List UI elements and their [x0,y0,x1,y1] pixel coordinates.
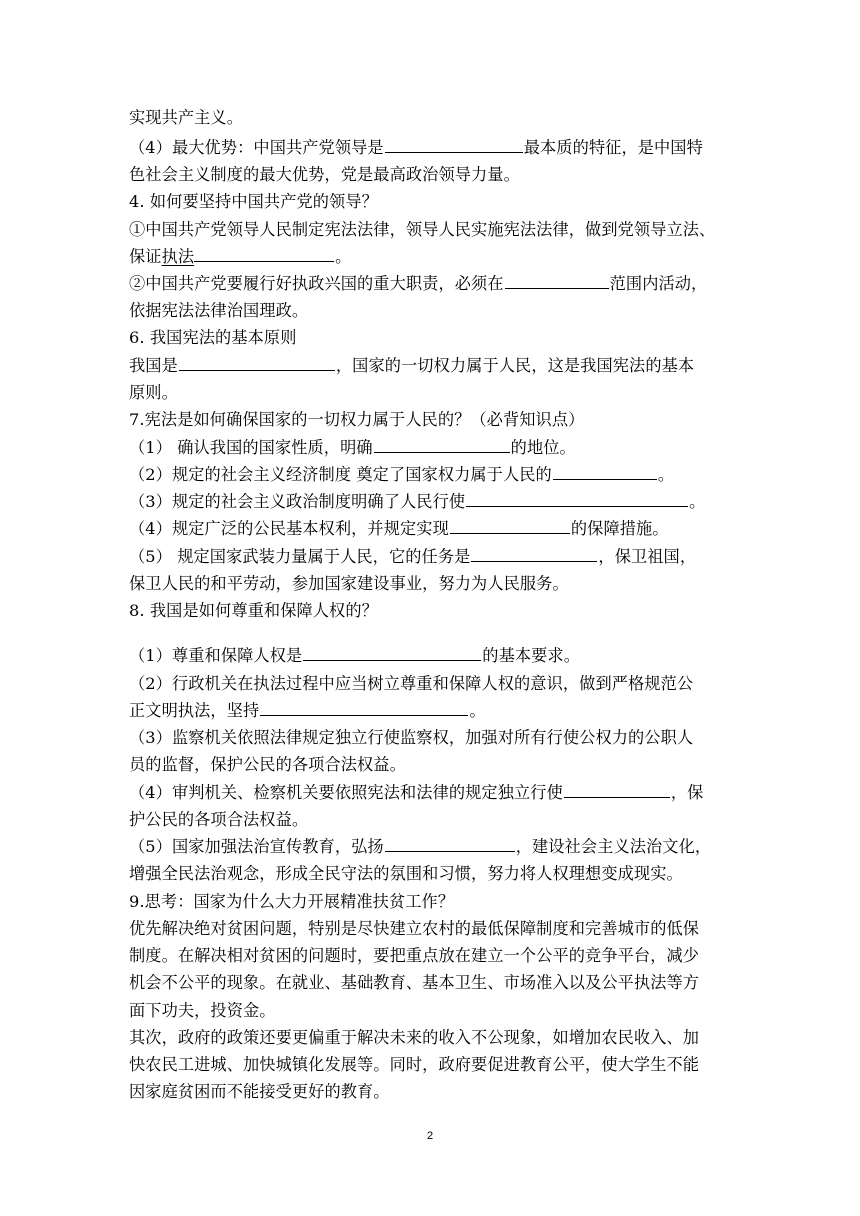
fill-in-line: ②中国共产党要履行好执政兴国的重大职责，必须在 范围内活动， [129,271,707,297]
question-heading: 6. 我国宪法的基本原则 [129,328,297,347]
fill-in-line: 我国是 ，国家的一切权力属于人民，这是我国宪法的基本 [129,353,694,379]
fill-in-line: （2）规定的社会主义经济制度 奠定了国家权力属于人民的 。 [129,462,674,488]
answer-blank[interactable] [385,135,523,153]
text-line: 面下功夫，投资金。 [129,1001,276,1020]
text-line: 保卫人民的和平劳动，参加国家建设事业，努力为人民服务。 [129,574,569,593]
question-heading: 8. 我国是如何尊重和保障人权的？ [129,601,378,620]
text-line: 增强全民法治观念，形成全民守法的氛围和习惯，努力将人权理想变成现实。 [129,864,683,883]
text-line: （2）行政机关在执法过程中应当树立尊重和保障人权的意识，做到严格规范公 [129,674,694,693]
fill-in-line: （5） 规定国家武装力量属于人民，它的任务是 ，保卫祖国， [129,544,696,570]
fill-in-line: （4）规定广泛的公民基本权利，并规定实现 的保障措施。 [129,516,669,542]
text-line: 优先解决绝对贫困问题，特别是尽快建立农村的最低保障制度和完善城市的低保 [129,919,700,938]
answer-blank[interactable] [374,435,510,453]
question-heading: 9.思考：国家为什么大力开展精准扶贫工作？ [129,892,455,911]
fill-in-line: （5）国家加强法治宣传教育，弘扬 ，建设社会主义法治文化， [129,834,711,860]
answer-blank[interactable] [260,698,468,716]
text-line: 制度。在解决相对贫困的问题时，要把重点放在建立一个公平的竞争平台，减少 [129,946,700,965]
question-heading: 4. 如何要坚持中国共产党的领导？ [129,192,378,211]
fill-in-line: （1）尊重和保障人权是 的基本要求。 [129,643,580,669]
fill-in-line: 正文明执法，坚持 。 [129,698,486,724]
text-line: 依据宪法法律治国理政。 [129,301,309,320]
answer-blank[interactable] [564,780,670,798]
text-line: （3）监察机关依照法律规定独立行使监察权，加强对所有行使公权力的公职人 [129,728,694,747]
text-line: 机会不公平的现象。在就业、基础教育、基本卫生、市场准入以及公平执法等方 [129,973,700,992]
text-line: 色社会主义制度的最大优势，党是最高政治领导力量。 [129,165,520,184]
text-line: 实现共产主义。 [129,108,244,127]
answer-blank[interactable] [194,244,334,262]
answer-blank[interactable] [179,353,335,371]
answer-blank[interactable] [553,462,657,480]
fill-in-line: （3）规定的社会主义政治制度明确了人民行使 。 [129,489,705,515]
answer-blank[interactable] [450,516,570,534]
answer-blank[interactable] [303,643,481,661]
page-number: 2 [426,1130,434,1142]
answer-blank[interactable] [385,834,515,852]
text-line: 其次，政府的政策还要更偏重于解决未来的收入不公现象，如增加农民收入、加 [129,1028,700,1047]
fill-in-line: （4）审判机关、检察机关要依照宪法和法律的规定独立行使 ，保 [129,780,703,806]
fill-in-line: 保证执法 。 [129,244,351,270]
answer-blank[interactable] [466,489,688,507]
fill-in-line: （4）最大优势：中国共产党领导是 最本质的特征，是中国特 [129,135,703,161]
fill-in-line: （1） 确认我国的国家性质，明确 的地位。 [129,435,576,461]
text-line: 因家庭贫困而不能接受更好的教育。 [129,1082,390,1101]
question-heading: 7.宪法是如何确保国家的一切权力属于人民的？（必背知识点） [129,410,585,429]
answer-blank[interactable] [505,271,609,289]
text-line: 快农民工进城、加快城镇化发展等。同时，政府要促进教育公平，使大学生不能 [129,1055,700,1074]
text-line: 原则。 [129,383,178,402]
text-line: 护公民的各项合法权益。 [129,810,309,829]
text-line: 员的监督，保护公民的各项合法权益。 [129,755,406,774]
answer-blank[interactable] [471,544,597,562]
text-line: ①中国共产党领导人民制定宪法法律，领导人民实施宪法法律，做到党领导立法、 [129,220,716,239]
